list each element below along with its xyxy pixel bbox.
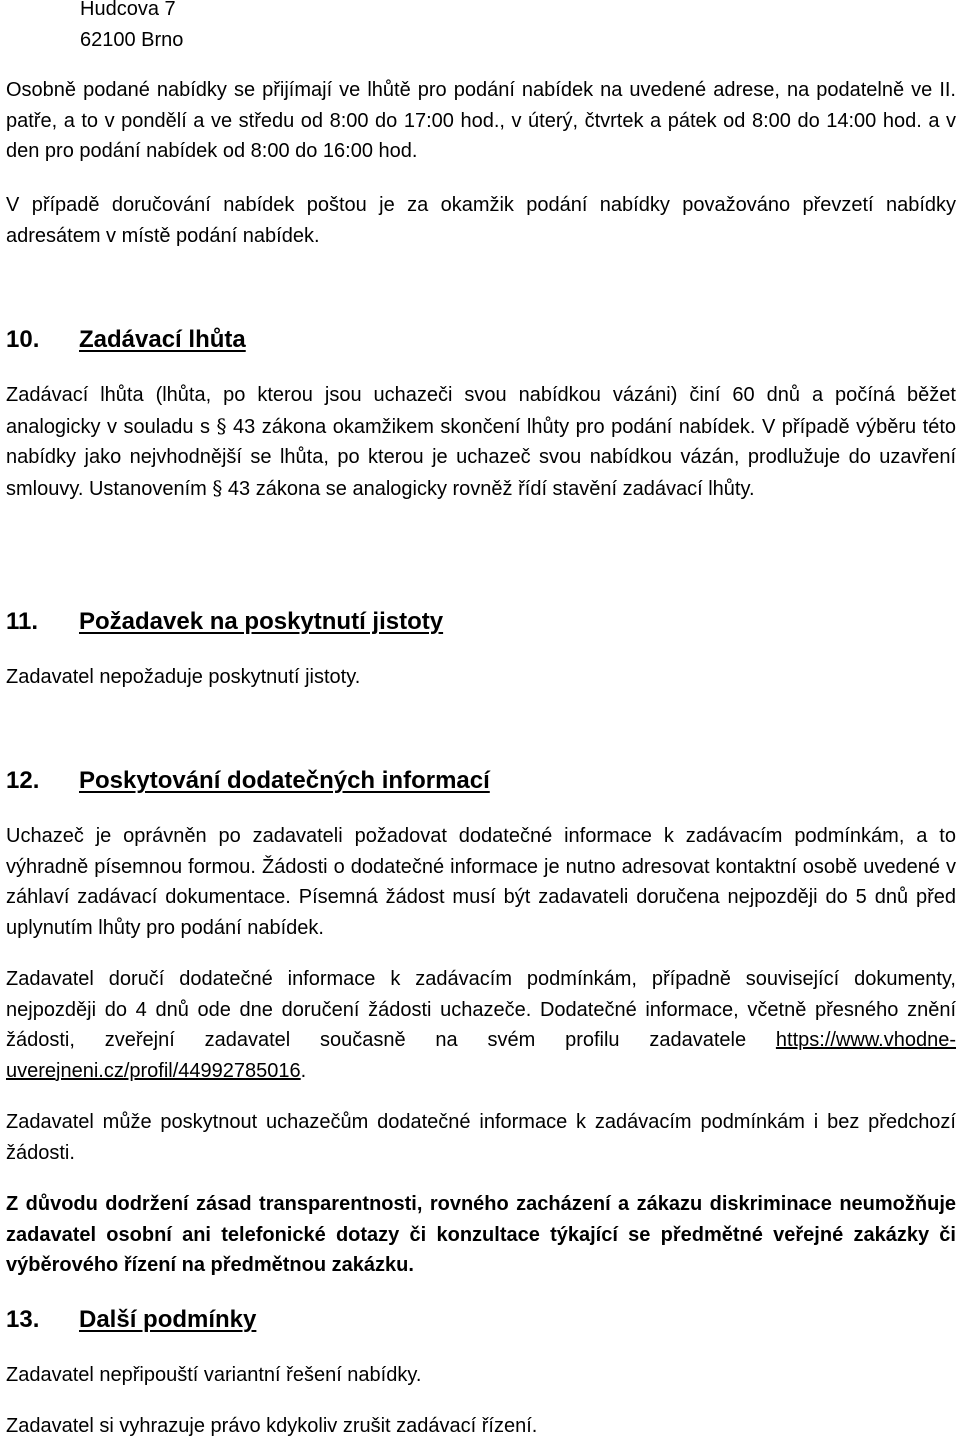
profile-link[interactable]: https://www.vhodne-uverejneni.cz/profil/44992785016 [6,1029,956,1082]
text-run: Zadávací lhůta (lhůta, po kterou jsou uchazeči svou nabídkou vázáni) činí 60 dnů a počíná běžet analogicky v souladu s [6,384,956,438]
section-number: 10. [6,326,40,353]
submission-hours-paragraph: Osobně podané nabídky se přijímají ve lhůtě pro podání nabídek na uvedené adrese, na podatelně ve II. patře, a to v pondělí a ve středu od 8:00 do 17:00 hod., v úterý, čtvrtek a pátek od 8:00 do 14:00 hod. a v den pro podání nabídek od 8:00 do 16:00 hod. [6,79,956,162]
section-10-heading [6,325,246,355]
section-10-paragraph [6,380,956,504]
text-run: Zadavatel doručí dodatečné informace k zadávacím podmínkám, případně související dokumenty, nejpozději do 4 dnů ode dne doručení žádosti uchazeče. Dodatečné informace, včetně přesného znění žádosti, zveřejní zadavatel současně na svém profilu zadavatele [6,968,956,1051]
section-sign: § [216,413,227,438]
text-run: 43 zákona se analogicky rovněž řídí stavění zadávací lhůty. [222,477,755,500]
section-13-paragraph-2: Zadavatel si vyhrazuje právo kdykoliv zrušit zadávací řízení. [6,1415,538,1437]
section-title: Další podmínky [79,1306,257,1333]
section-12-heading [6,766,490,796]
section-12-paragraph-3: Zadavatel může poskytnout uchazečům dodatečné informace k zadávacím podmínkám i bez předchozí žádosti. [6,1111,956,1164]
section-title: Požadavek na poskytnutí jistoty [79,608,444,635]
section-number: 11. [6,608,39,635]
section-13-heading [6,1305,256,1335]
section-13-paragraph-1: Zadavatel nepřipouští variantní řešení nabídky. [6,1364,422,1386]
postal-delivery-paragraph: V případě doručování nabídek poštou je za okamžik podání nabídky považováno převzetí nabídky adresátem v místě podání nabídek. [6,194,956,247]
section-title: Poskytování dodatečných informací [79,767,490,794]
address-city: 62100 Brno [80,29,184,51]
section-12-paragraph-1: Uchazeč je oprávněn po zadavateli požadovat dodatečné informace k zadávacím podmínkám, a to výhradně písemnou formou. Žádosti o dodatečné informace je nutno adresovat kontaktní osobě uvedené v záhlaví zadávací dokumentace. Písemná žádost musí být zadavateli doručena nejpozději do 5 dnů před uplynutím lhůty pro podání nabídek. [6,825,956,939]
section-sign: § [212,475,223,500]
section-11-paragraph: Zadavatel nepožaduje poskytnutí jistoty. [6,666,361,688]
text-run: 43 zákona okamžikem skončení lhůty pro podání nabídek. V případě výběru této nabídky jako nejvhodnější se lhůta, po kterou je uchazeč svou nabídkou vázán, prodlužuje do uzavření smlouvy. Ustanovením [6,415,956,500]
section-12-paragraph-2 [6,964,956,1086]
section-11-heading [6,607,443,637]
text-run: . [300,1059,307,1082]
address-block [80,0,183,56]
section-number: 12. [6,767,40,794]
address-street: Hudcova 7 [80,0,176,20]
section-number: 13. [6,1306,40,1333]
section-title: Zadávací lhůta [79,326,246,353]
section-12-paragraph-4: Z důvodu dodržení zásad transparentnosti, rovného zacházení a zákazu diskriminace neumožňuje zadavatel osobní ani telefonické dotazy či konzultace týkající se předmětné veřejné zakázky či výběrového řízení na předmětnou zakázku. [6,1193,956,1276]
